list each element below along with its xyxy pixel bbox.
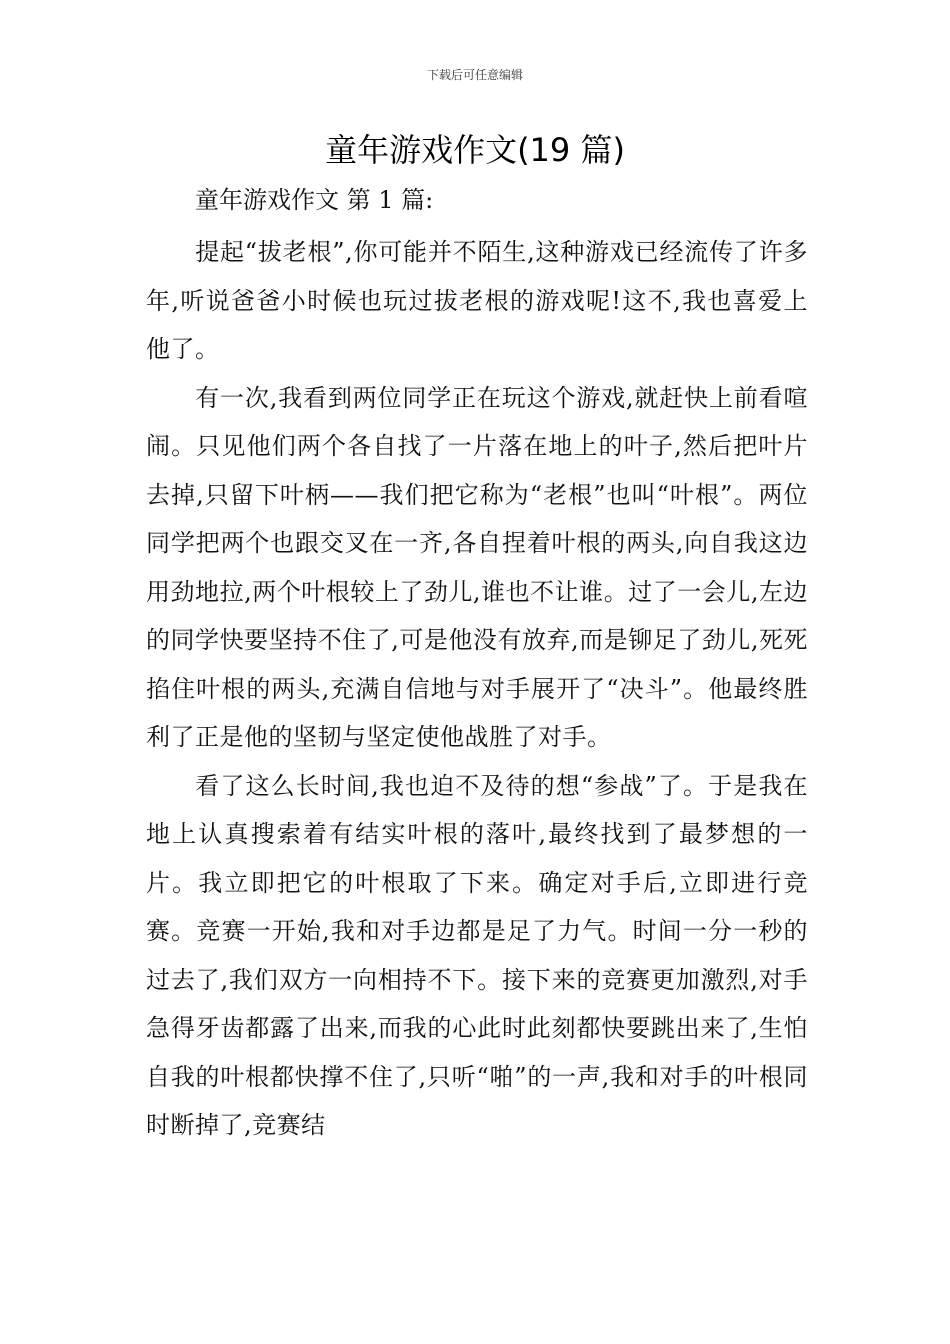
section-heading: 童年游戏作文 第 1 篇: — [195, 186, 434, 214]
header-note: 下载后可任意编辑 — [426, 68, 523, 82]
paragraph-2: 有一次,我看到两位同学正在玩这个游戏,就赶快上前看喧闹。只见他们两个各自找了一片落在地上的叶子,然后把叶片去掉,只留下叶柄——我们把它称为“老根”也叫“叶根”。两位同学把两个也跟交叉在一齐,各自捏着叶根的两头,向自我这边用劲地拉,两个叶根较上了劲儿,谁也不让谁。过了一会儿,左边的同学快要坚持不住了,可是他没有放弃,而是铆足了劲儿,死死掐住叶根的两头,充满自信地与对手展开了“决斗”。他最终胜利了正是他的坚韧与坚定使他战胜了对手。 — [146, 383, 808, 751]
document-title: 童年游戏作文(19 篇) — [325, 131, 625, 169]
paragraph-3: 看了这么长时间,我也迫不及待的想“参战”了。于是我在地上认真搜索着有结实叶根的落叶,最终找到了最梦想的一片。我立即把它的叶根取了下来。确定对手后,立即进行竞赛。竞赛一开始,我和对手边都是足了力气。时间一分一秒的过去了,我们双方一向相持不下。接下来的竞赛更加激烈,对手急得牙齿都露了出来,而我的心此时此刻都快要跳出来了,生怕自我的叶根都快撑不住了,只听“啪”的一声,我和对手的叶根同时断掉了,竞赛结 — [146, 771, 808, 1139]
body-text — [146, 228, 808, 1150]
paragraph-1: 提起“拔老根”,你可能并不陌生,这种游戏已经流传了许多年,听说爸爸小时候也玩过拔老根的游戏呢!这不,我也喜爱上他了。 — [146, 238, 808, 363]
